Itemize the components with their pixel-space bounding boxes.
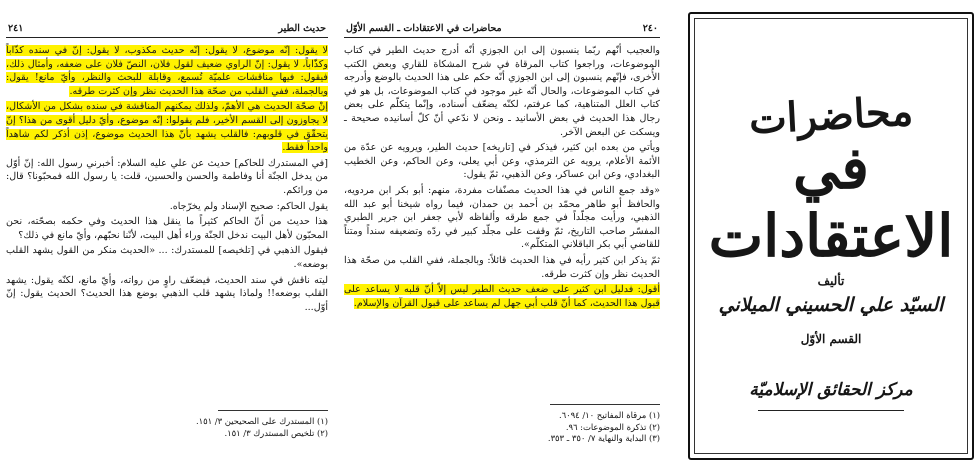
running-title: محاضرات في الاعتقادات ـ القسم الأوّل	[346, 23, 502, 34]
page-body	[6, 44, 328, 316]
cover-part-label: القسم الأوّل	[800, 332, 862, 346]
cover-by-label: تأليف	[817, 274, 845, 288]
paragraph: ويأتي من بعده ابن كثير، فيذكر في [تاريخه] حديث الطير، ويرويه عن عدّة من الأئمة الأعلام، يرويه عن الترمذي، وعن أبي يعلى، وعن الحاكم، وعن الخطيب البغدادي، وعن ابن عساكر، وعن الذهبي، ثمّ يقول:	[344, 142, 660, 181]
paragraph	[6, 44, 328, 98]
footnotes	[344, 410, 660, 445]
paragraph: يقول الحاكم: صحيح الإسناد ولم يخرّجاه.	[169, 200, 328, 212]
footnote-rule	[550, 404, 660, 405]
page-number: ٢٤١	[8, 23, 24, 34]
paragraph: [في المستدرك للحاكم] حديث عن علي عليه السلام: أخبرني رسول الله: إنّ أوّل من يدخل الجنّة أنا وفاطمة والحسن والحسين، قلت: يا رسول الله فمحبّونا؟ قال: من ورائكم.	[6, 157, 328, 196]
footnote: (٣) البداية والنهاية ٧/ ٣٥٠ ـ ٣٥٣.	[547, 433, 660, 443]
paragraph	[6, 100, 328, 154]
paragraph	[344, 283, 660, 310]
page-240	[344, 20, 660, 460]
cover-title-line-1: محاضرات	[747, 87, 915, 144]
highlighted-text: لا يقول: إنّه موضوع، لا يقول: إنّه حديث مكذوب، لا يقول: إنّ في سنده كذّاباً وكذّاباً، لا يقول: إنّ الراوي ضعيف لقول فلان، النصّ فلان على ضعفه، وأمثال ذلك، فيقول: فيها مناقشات علميّة تُسمع، وقابلة للبحث والنظر، وأيّ مانع! يقول: وبالجملة، ففي القلب من صحّة هذا الحديث نظر وإن كثرت طرقه.	[6, 45, 328, 97]
page-number: ٢٤٠	[642, 23, 658, 34]
footnotes	[6, 416, 328, 439]
cover-title-line-2: في الاعتقادات	[708, 134, 954, 270]
page-body	[344, 44, 660, 312]
running-header	[6, 22, 328, 38]
page-241	[6, 20, 328, 460]
paragraph: فيقول الذهبي في [تلخيصه] للمستدرك: ... «الحديث منكر من القول يشهد القلب بوضعه».	[6, 245, 328, 270]
paragraph: «وقد جمع الناس في هذا الحديث مصنّفات مفردة، منهم: أبو بكر ابن مردويه، والحافظ أبو طاهر محمّد بن أحمد بن حمدان، فيما رواه شيخنا أبو عبد الله الذهبي، ورأيت مجلّداً في جمع طرقه وألفاظه لأبي جعفر ابن جرير الطبري المفسّر صاحب التاريخ، ثمّ وقفت على مجلّد كبير في ردّه وتضعيفه سنداً ومتناً للقاضي أبي بكر الباقلاني المتكلّم».	[344, 184, 660, 251]
footnote: (١) مرقاة المفاتيح ١٠/ ٦٠٩٤.	[558, 410, 660, 420]
running-title: حديث الطير	[278, 23, 326, 34]
cover-author: السيّد علي الحسيني الميلاني	[718, 294, 944, 316]
footnote-rule	[218, 410, 328, 411]
book-cover	[688, 12, 974, 460]
paragraph: والعجيب أنّهم ربّما ينسبون إلى ابن الجوزي أنّه أدرج حديث الطير في كتاب الموضوعات، وراجعوا كتاب المرقاة في شرح المشكاة للقاري وبعض الكتب الأُخرى، فإنّهم ينسبون إلى ابن الجوزي أنّه حكم على هذا الحديث بالوضع وأدرجه في كتاب الموضوعات، والحال أنّه غير موجود في كتاب الموضوعات، بل هو في كتاب العلل المتناهية، كما عرفتم، لكنّه يضعّف أسناده، وإنّما يتكلّم على بعض رجال هذا الحديث في بعض الأسانيد ـ ونحن لا ندّعي أنّ كلّ أسانيده صحيحة ـ ويسكت عن البعض الآخر.	[344, 45, 660, 138]
highlighted-text: أقول: فدليل ابن كثير على ضعف حديث الطير ليس إلاّ أنّ قلبه لا يساعد على قبول هذا الحديث، كما أنّ قلب أبي جهل لم يساعد على قبول القرآن والإسلام.	[344, 284, 660, 309]
highlighted-text: إنْ صحّة الحديث هي الأهمّ، ولذلك يمكنهم المناقشة في سنده بشكل من الأشكال، لا يجاوزون إلى القسم الأخير، فلم يقولوا: إنّه موضوع، وأيّ دليل أقوى من هذا؟ إنّ يتحقّق في قلوبهم: فالقلب يشهد بأنّ هذا الحديث موضوع، إذن أذكر لكم شاهداً واحداً فقط.	[6, 101, 328, 154]
running-header	[344, 22, 660, 38]
footnote: (٢) تذكرة الموضوعات: ٩٦.	[565, 421, 660, 432]
footnote: (١) المستدرك على الصحيحين ٣/ ١٥١.	[195, 416, 328, 426]
cover-publisher: مركز الحقائق الإسلاميّة	[749, 380, 913, 400]
publisher-underline	[758, 410, 904, 411]
paragraph: ليته ناقش في سند الحديث، فيضعّف راوٍ من رواته، وأيّ مانع، لكنّه يقول: يشهد القلب بوضعه!! ولماذا يشهد قلب الذهبي بوضع هذا الحديث؟ الحديث يقول: إنّ أوّل...	[6, 274, 328, 313]
paragraph: هذا حديث من أنّ الحاكم كثيراً ما ينقل هذا الحديث وفي حكمه بصحّته، نحن المحبّون لأهل البيت ندخل الجنّة وراء أهل البيت، لأنّنا نحبّهم، وأيّ مانع في ذلك؟	[6, 216, 328, 241]
paragraph: ثمّ يذكر ابن كثير رأيه في هذا الحديث قائلاً: وبالجملة، ففي القلب من صحّة هذا الحديث نظر وإن كثرت طرقه.	[344, 254, 660, 280]
footnote: (٢) تلخيص المستدرك ٣/ ١٥١.	[224, 427, 328, 438]
